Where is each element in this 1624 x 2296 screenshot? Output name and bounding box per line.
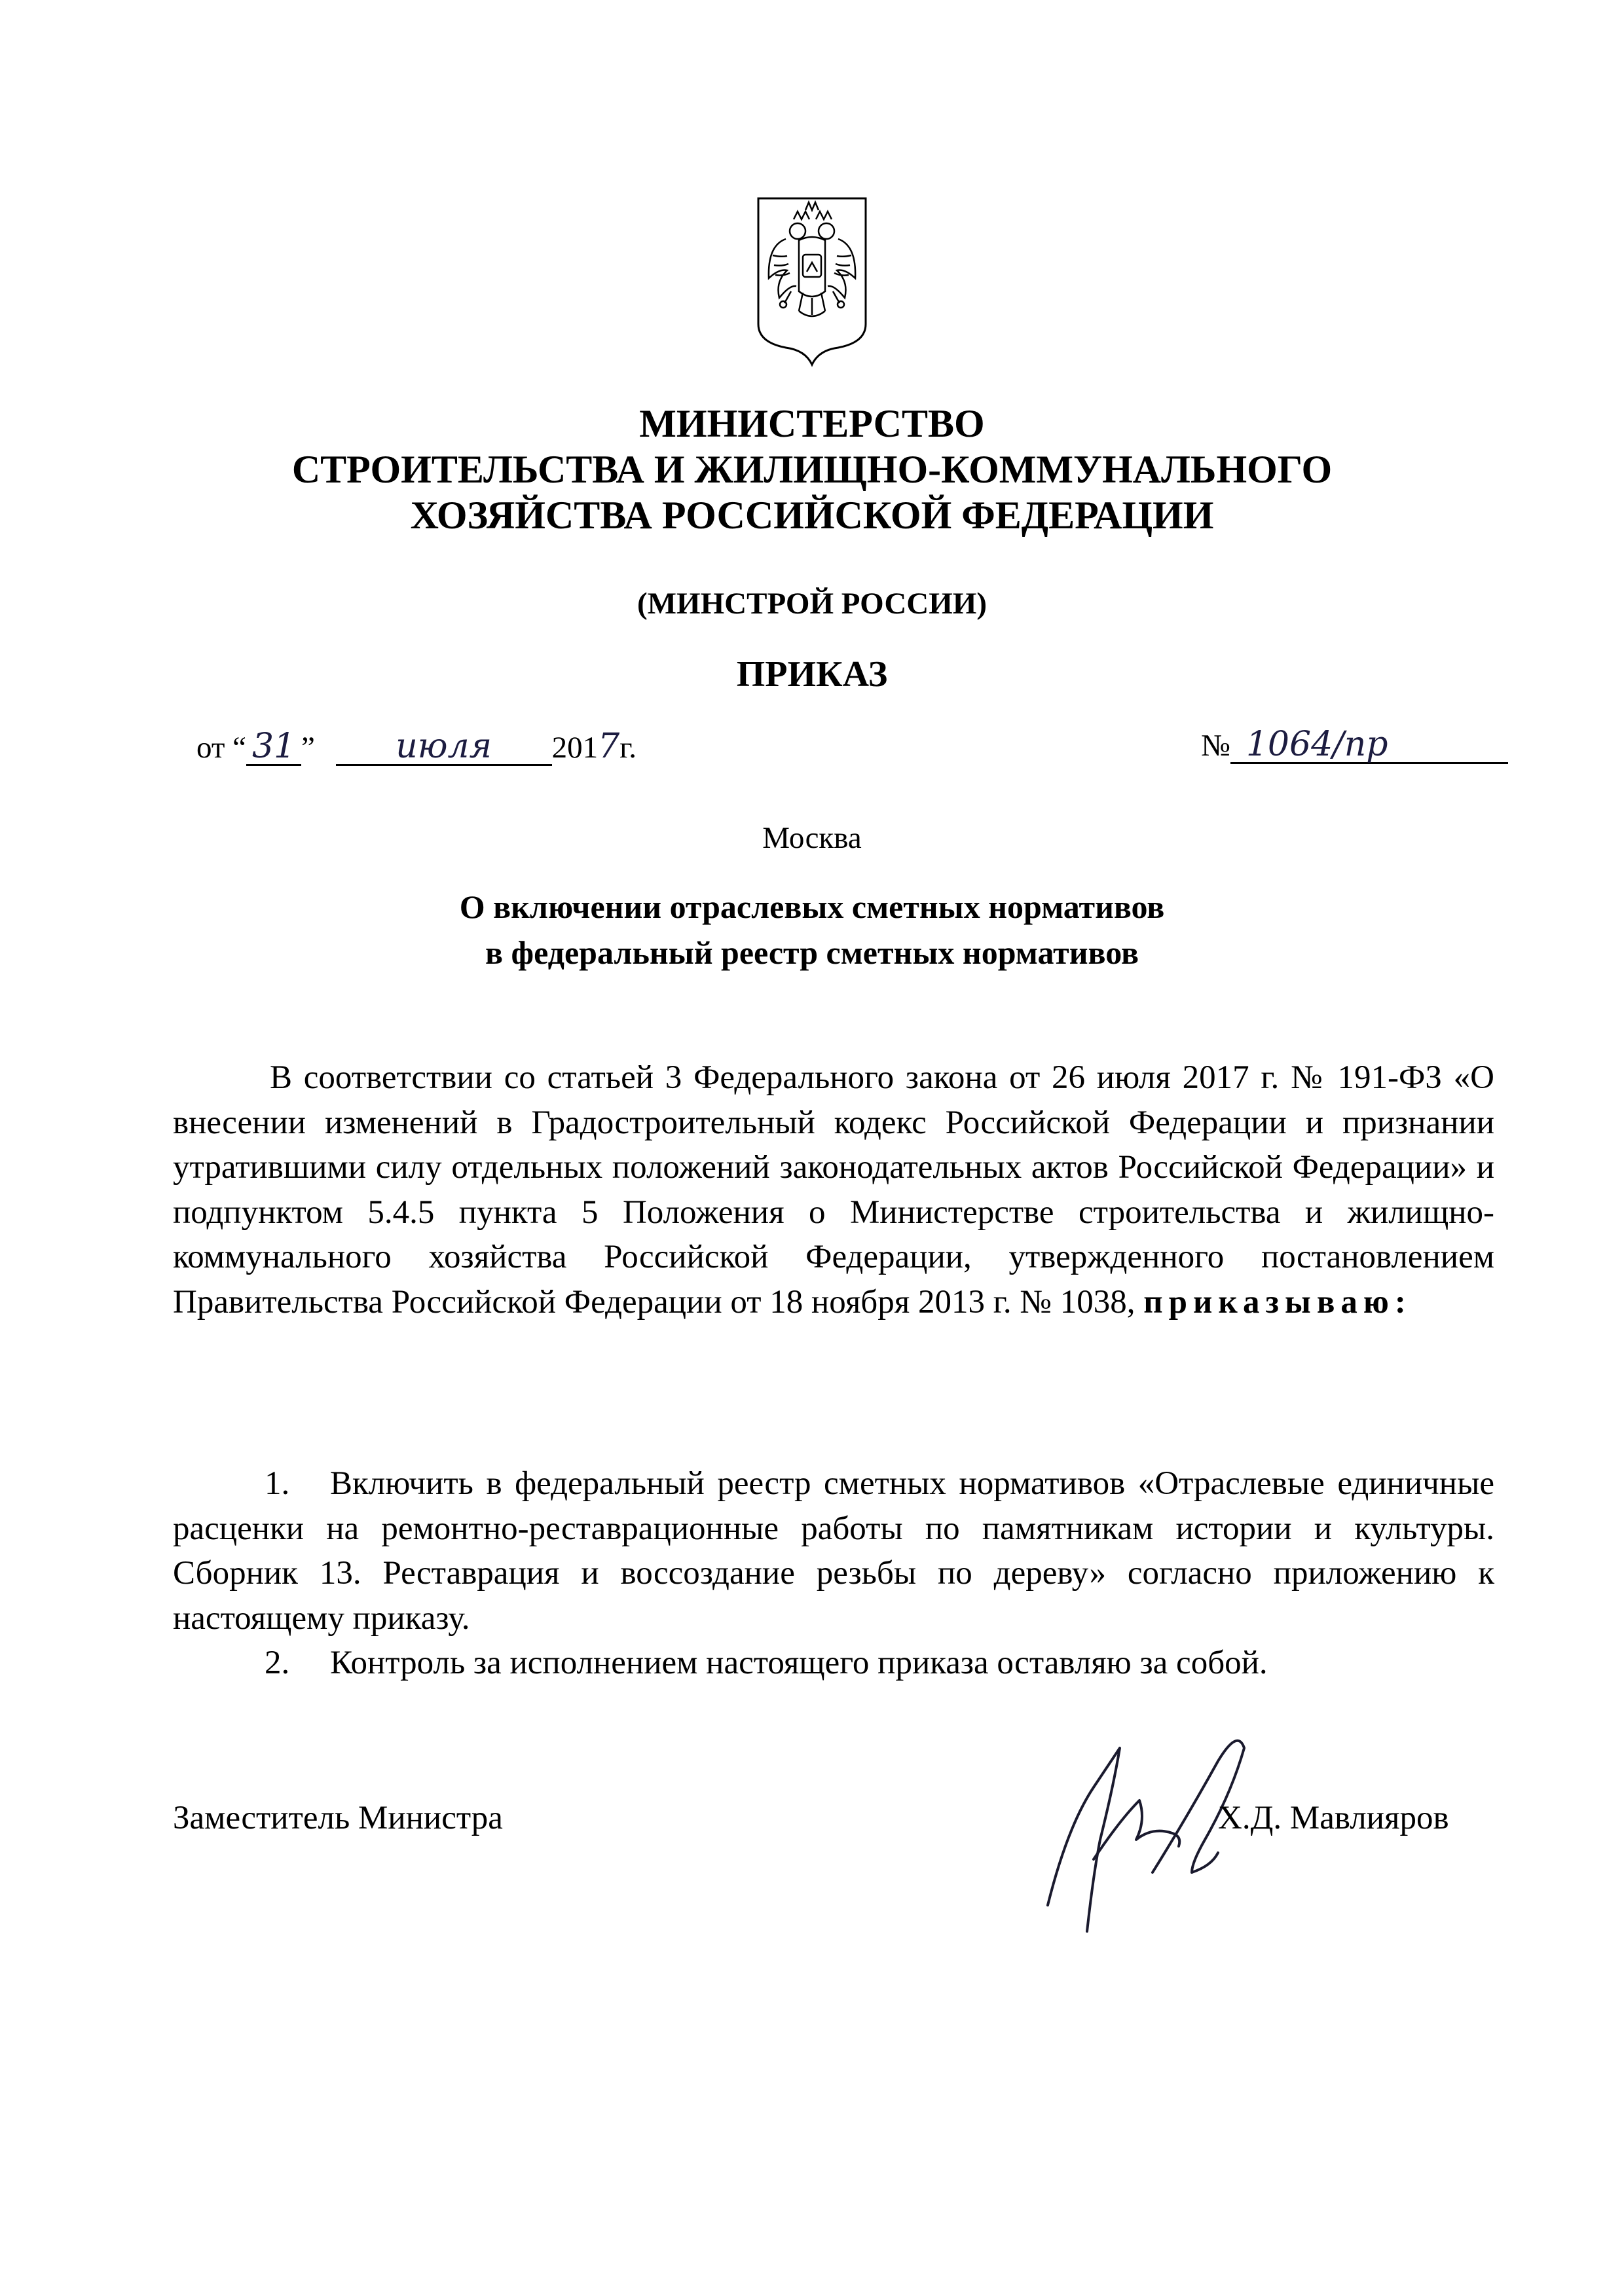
intro-text: В соответствии со статьей 3 Федерального закона от 26 июля 2017 г. № 191-ФЗ «О внесении изменений в Градостроительный кодекс Российской Федерации и признании утратившими силу отдельных положений законодательных актов Российской Федерации» и подпунктом 5.4.5 пункта 5 Положения о Министерстве строительства и жилищно-коммунального хозяйства Российской Федерации, утвержденного постановлением Правительства Российской Федерации от 18 ноября 2013 г. № 1038, bbox=[173, 1059, 1494, 1321]
date-line: от “ 31 ” июля 2017г. bbox=[196, 727, 637, 766]
date-year-unit: г. bbox=[619, 731, 637, 765]
title-line-1: О включении отраслевых сметных нормативов bbox=[459, 888, 1165, 925]
org-line-2: СТРОИТЕЛЬСТВА И ЖИЛИЩНО-КОММУНАЛЬНОГО bbox=[291, 448, 1333, 491]
number-value: 1064/пр bbox=[1230, 727, 1508, 764]
org-line-3: ХОЗЯЙСТВА РОССИЙСКОЙ ФЕДЕРАЦИИ bbox=[410, 494, 1214, 537]
item-text: Включить в федеральный реестр сметных нормативов «Отраслевые единичные расценки на ремонтно-реставрационные работы по памятникам истории и культуры. Сборник 13. Реставрация и воссоздание резьбы по дереву» согласно приложению к настоящему приказу. bbox=[173, 1465, 1494, 1637]
date-month: июля bbox=[336, 729, 552, 766]
date-year-prefix: 201 bbox=[551, 731, 599, 765]
item-number: 1. bbox=[265, 1465, 290, 1502]
item-text: Контроль за исполнением настоящего приказа оставляю за собой. bbox=[330, 1645, 1268, 1681]
org-line-1: МИНИСТЕРСТВО bbox=[639, 402, 985, 445]
organization-name bbox=[0, 401, 1624, 538]
date-year-suffix: 7 bbox=[598, 727, 620, 766]
list-item bbox=[173, 1461, 1494, 1641]
item-number: 2. bbox=[265, 1645, 290, 1681]
title-line-2: в федеральный реестр сметных нормативов bbox=[485, 934, 1139, 971]
date-day: 31 bbox=[246, 729, 301, 766]
number-label: № bbox=[1201, 729, 1230, 763]
coat-of-arms-icon bbox=[753, 193, 871, 369]
org-abbreviation: (МИНСТРОЙ РОССИИ) bbox=[637, 587, 987, 621]
intro-paragraph bbox=[173, 1055, 1494, 1324]
signatory-position: Заместитель Министра bbox=[173, 1800, 503, 1836]
list-item bbox=[173, 1641, 1494, 1686]
signatory-name: Х.Д. Мавлияров bbox=[1218, 1800, 1449, 1836]
document-type: ПРИКАЗ bbox=[736, 654, 888, 695]
date-prefix: от bbox=[196, 731, 225, 765]
order-word: приказываю: bbox=[1143, 1283, 1412, 1321]
city: Москва bbox=[762, 821, 862, 855]
document-number bbox=[1201, 727, 1508, 764]
document-title bbox=[0, 884, 1624, 975]
